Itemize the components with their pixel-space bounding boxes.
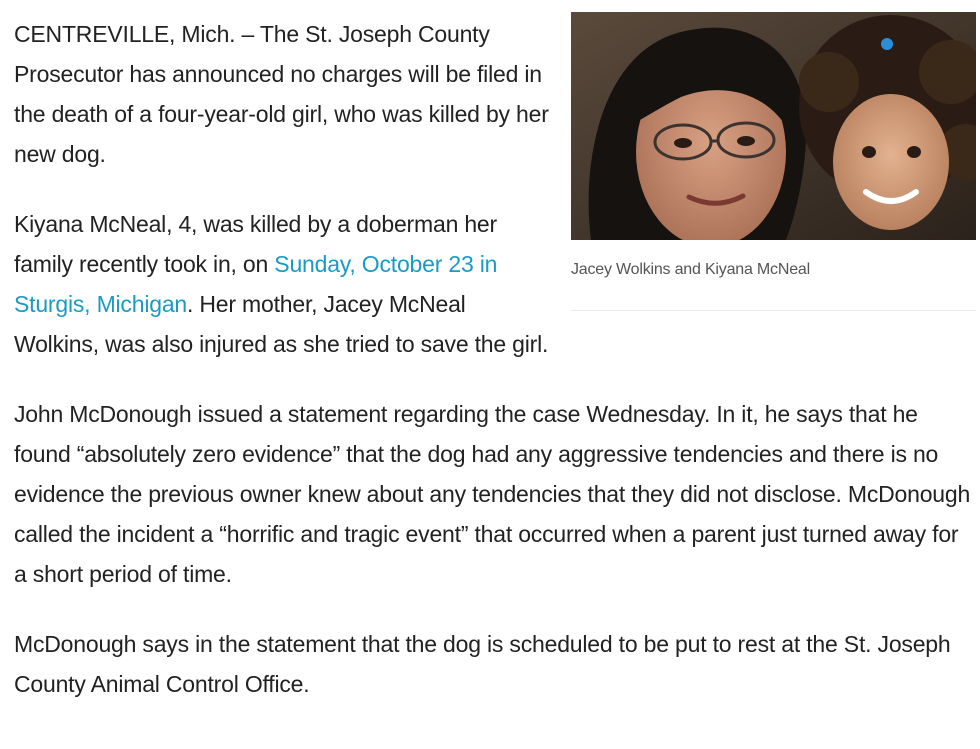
paragraph-2-after-link: . Her mother, Jacey McNeal Wolkins, was also injured as she tried to save the girl. [14, 291, 549, 357]
paragraph-2 [14, 204, 554, 364]
figure-caption: Jacey Wolkins and Kiyana McNeal [571, 261, 810, 278]
date-location-link[interactable]: Sunday, October 23 in Sturgis, Michigan [14, 251, 498, 317]
paragraph-2-before-link: Kiyana McNeal, 4, was killed by a doberman her family recently took in, on [14, 211, 497, 277]
paragraph-3: John McDonough issued a statement regarding the case Wednesday. In it, he says that he found “absolutely zero evidence” that the dog had any aggressive tendencies and there is no evidence the previous owner knew about any tendencies that they did not disclose. McDonough called the incident a “horrific and tragic event” that occurred when a parent just turned away for a short period of time. [14, 401, 971, 587]
article-body [14, 14, 976, 734]
intro-column [14, 14, 554, 364]
paragraph-4: McDonough says in the statement that the dog is scheduled to be put to rest at the St. Joseph County Animal Control Office. [14, 631, 951, 697]
paragraph-1: CENTREVILLE, Mich. – The St. Joseph County Prosecutor has announced no charges will be filed in the death of a four-year-old girl, who was killed by her new dog. [14, 21, 549, 167]
